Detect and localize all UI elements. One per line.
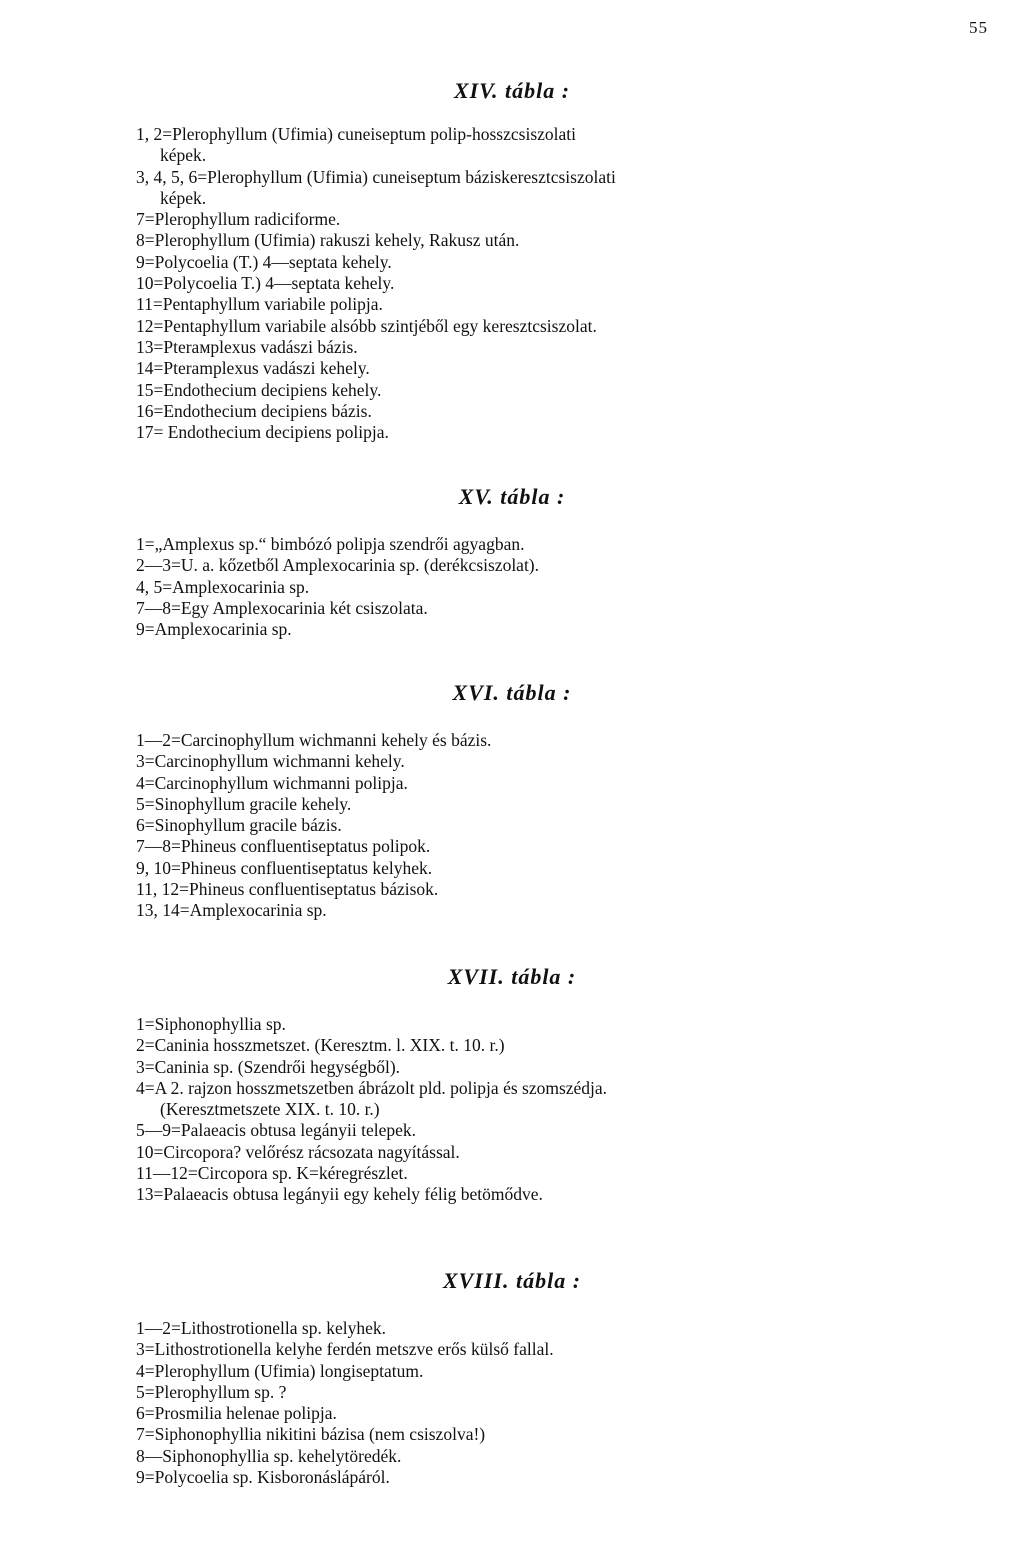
entry-list — [136, 124, 996, 443]
list-item: 5—9=Palaeacis obtusa legányii telepek. — [136, 1120, 417, 1141]
page-number: 55 — [969, 18, 988, 37]
list-item: 6=Prosmilia helenae polipja. — [136, 1403, 337, 1424]
list-item: 13, 14=Amplexocarinia sp. — [136, 900, 327, 921]
list-item: 4=Plerophyllum (Ufimia) longiseptatum. — [136, 1360, 424, 1381]
section-xvi — [0, 680, 1024, 921]
list-item: 1—2=Carcinophyllum wichmanni kehely és bázis. — [136, 730, 492, 750]
list-item: 3=Lithostrotionella kelyhe ferdén metszve erős külső fallal. — [136, 1339, 554, 1360]
entry-list — [136, 730, 996, 922]
entry-list — [136, 1014, 996, 1206]
section-xviii — [0, 1268, 1024, 1488]
section-xiv — [0, 78, 1024, 443]
list-item: 9, 10=Phineus confluentiseptatus kelyhek. — [136, 857, 433, 878]
list-item: 4, 5=Amplexocarinia sp. — [136, 576, 310, 597]
list-item: 12=Pentaphyllum variabile alsóbb szintjéből egy keresztcsiszolat. — [136, 315, 597, 336]
list-item: 6=Sinophyllum gracile bázis. — [136, 815, 342, 836]
list-item: 7=Plerophyllum radiciforme. — [136, 209, 341, 230]
list-item: 7—8=Egy Amplexocarinia két csiszolata. — [136, 597, 428, 618]
list-item: 9=Amplexocarinia sp. — [136, 619, 292, 640]
list-item: 5=Plerophyllum sp. ? — [136, 1381, 287, 1402]
list-item: 11=Pentaphyllum variabile polipja. — [136, 294, 383, 315]
section-title: XVI. tábla : — [452, 680, 572, 705]
list-item: 10=Circopora? velőrész rácsozata nagyítással. — [136, 1141, 460, 1162]
list-item: 3, 4, 5, 6=Plerophyllum (Ufimia) cuneiseptum báziskeresztcsiszolati — [136, 166, 616, 187]
list-item: 5=Sinophyllum gracile kehely. — [136, 793, 352, 814]
list-item: 1=Siphonophyllia sp. — [136, 1014, 286, 1034]
list-item: 13=Pterамplexus vadászi bázis. — [136, 336, 358, 357]
section-title: XVIII. tábla : — [442, 1268, 582, 1293]
list-item: 3=Caninia sp. (Szendrői hegységből). — [136, 1056, 401, 1077]
list-item: 2—3=U. a. kőzetből Amplexocarinia sp. (derékcsiszolat). — [136, 555, 540, 576]
list-item: 8=Plerophyllum (Ufimia) rakuszi kehely, Rakusz után. — [136, 230, 520, 251]
list-item: 7—8=Phineus confluentiseptatus polipok. — [136, 836, 431, 857]
section-xvii — [0, 964, 1024, 1205]
list-item: (Keresztmetszete XIX. t. 10. r.) — [160, 1099, 380, 1120]
list-item: 1, 2=Plerophyllum (Ufimia) cuneiseptum polip-hosszcsiszolati — [136, 124, 577, 144]
list-item: 1—2=Lithostrotionella sp. kelyhek. — [136, 1318, 386, 1338]
section-title: XIV. tábla : — [453, 78, 571, 103]
entry-list — [136, 1318, 996, 1488]
list-item: 8—Siphonophyllia sp. kehelytöredék. — [136, 1445, 402, 1466]
list-item: 13=Palaeacis obtusa legányii egy kehely félig betömődve. — [136, 1184, 543, 1205]
list-item: 7=Siphonophyllia nikitini bázisa (nem csiszolva!) — [136, 1424, 486, 1445]
list-item: képek. — [160, 187, 207, 208]
list-item: 11, 12=Phineus confluentiseptatus bázisok. — [136, 879, 439, 900]
section-title: XVII. tábla : — [447, 964, 577, 989]
list-item: 4=A 2. rajzon hosszmetszetben ábrázolt pld. polipja és szomszédja. — [136, 1077, 608, 1098]
list-item: 3=Carcinophyllum wichmanni kehely. — [136, 751, 405, 772]
list-item: 10=Polycoelia T.) 4—septata kehely. — [136, 273, 395, 294]
list-item: 2=Caninia hosszmetszet. (Keresztm. l. XIX. t. 10. r.) — [136, 1035, 505, 1056]
list-item: 15=Endothecium decipiens kehely. — [136, 379, 382, 400]
list-item: 1=„Amplexus sp.“ bimbózó polipja szendrői agyagban. — [136, 534, 525, 554]
section-xv — [0, 484, 1024, 640]
list-item: 16=Endothecium decipiens bázis. — [136, 400, 372, 421]
list-item: 9=Polycoelia (T.) 4—septata kehely. — [136, 251, 392, 272]
list-item: 11—12=Circopora sp. K=kéregrészlet. — [136, 1163, 408, 1184]
list-item: 4=Carcinophyllum wichmanni polipja. — [136, 772, 408, 793]
entry-list — [136, 534, 996, 640]
list-item: 9=Polycoelia sp. Kisboronáslápáról. — [136, 1467, 390, 1488]
list-item: 17= Endothecium decipiens polipja. — [136, 422, 389, 443]
section-title: XV. tábla : — [458, 484, 566, 509]
list-item: képek. — [160, 145, 207, 166]
list-item: 14=Pterаmplexus vadászi kehely. — [136, 358, 370, 379]
